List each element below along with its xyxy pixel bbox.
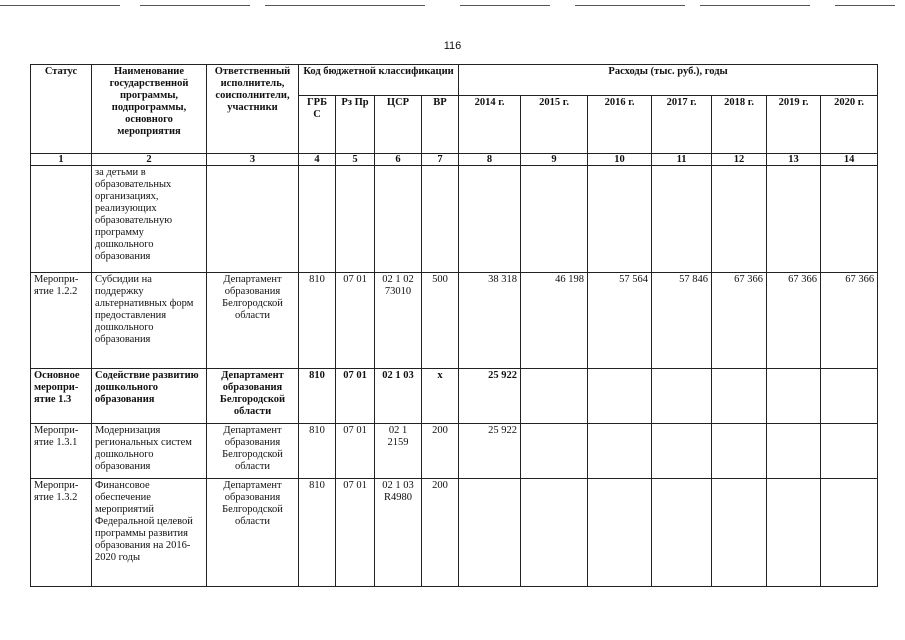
row-value [767,166,821,273]
row-vr: х [422,369,459,424]
column-number: 10 [588,154,652,166]
header-csr: ЦСР [375,96,422,154]
header-year: 2018 г. [712,96,767,154]
row-value [521,166,588,273]
row-value [521,424,588,479]
column-numbers-row [31,154,878,166]
row-status [31,166,92,273]
row-value [767,424,821,479]
row-grbs: 810 [299,479,336,587]
row-name: за детьми в образовательных организациях, реализующих образовательную программу дошкольного образования [92,166,207,273]
row-value [821,369,878,424]
row-status: Основное меропри-ятие 1.3 [31,369,92,424]
row-executor: Департамент образования Белгородской области [207,273,299,369]
row-grbs: 810 [299,273,336,369]
row-name: Модернизация региональных систем дошкольного образования [92,424,207,479]
header-name: Наименование государственной программы, подпрограммы, основного мероприятия [92,65,207,154]
row-name: Содействие развитию дошкольного образования [92,369,207,424]
row-executor: Департамент образования Белгородской области [207,369,299,424]
row-status: Меропри-ятие 1.3.1 [31,424,92,479]
row-value: 25 922 [459,424,521,479]
column-number: 8 [459,154,521,166]
header-rzpr: Рз Пр [336,96,375,154]
row-vr: 200 [422,479,459,587]
row-csr: 02 1 2159 [375,424,422,479]
row-executor: Департамент образования Белгородской области [207,479,299,587]
header-vr: ВР [422,96,459,154]
row-value [652,479,712,587]
row-value [821,424,878,479]
row-rzpr: 07 01 [336,479,375,587]
row-value [767,479,821,587]
row-rzpr: 07 01 [336,273,375,369]
header-year: 2020 г. [821,96,878,154]
row-value: 25 922 [459,369,521,424]
row-value [652,369,712,424]
column-number: 1 [31,154,92,166]
row-value [588,369,652,424]
table-row [31,273,878,369]
column-number: 7 [422,154,459,166]
column-number: 2 [92,154,207,166]
column-number: 11 [652,154,712,166]
row-value: 57 846 [652,273,712,369]
row-value [821,166,878,273]
row-value [712,166,767,273]
header-status: Статус [31,65,92,154]
column-number: 5 [336,154,375,166]
row-value: 57 564 [588,273,652,369]
row-value [459,166,521,273]
row-value [459,479,521,587]
header-year: 2017 г. [652,96,712,154]
row-value: 46 198 [521,273,588,369]
row-rzpr: 07 01 [336,369,375,424]
row-executor: Департамент образования Белгородской области [207,424,299,479]
row-value [588,479,652,587]
header-year: 2019 г. [767,96,821,154]
row-status: Меропри-ятие 1.3.2 [31,479,92,587]
expenses-table [30,64,878,587]
row-value [712,369,767,424]
column-number: 9 [521,154,588,166]
row-value [521,369,588,424]
row-value [712,479,767,587]
row-value [712,424,767,479]
row-vr [422,166,459,273]
row-value [652,424,712,479]
column-number: 12 [712,154,767,166]
column-number: 13 [767,154,821,166]
header-executor: Ответственный исполнитель, соисполнители, участники [207,65,299,154]
header-year: 2016 г. [588,96,652,154]
row-status: Меропри-ятие 1.2.2 [31,273,92,369]
header-expenses: Расходы (тыс. руб.), годы [459,65,878,96]
table-row [31,479,878,587]
row-vr: 500 [422,273,459,369]
row-value [767,369,821,424]
column-number: 3 [207,154,299,166]
scan-top-edge [0,5,905,7]
row-value [521,479,588,587]
row-grbs [299,166,336,273]
column-number: 6 [375,154,422,166]
row-rzpr [336,166,375,273]
row-value: 67 366 [821,273,878,369]
row-name: Субсидии на поддержку альтернативных форм предоставления дошкольного образования [92,273,207,369]
page-number: 116 [443,40,462,52]
row-value [821,479,878,587]
row-value: 67 366 [712,273,767,369]
row-name: Финансовое обеспечение мероприятий Федеральной целевой программы развития образования на 2016-2020 годы [92,479,207,587]
header-year: 2015 г. [521,96,588,154]
table-row [31,166,878,273]
row-value [588,424,652,479]
row-vr: 200 [422,424,459,479]
header-budget-code: Код бюджетной классификации [299,65,459,96]
row-value [588,166,652,273]
row-csr: 02 1 03 [375,369,422,424]
row-grbs: 810 [299,424,336,479]
header-grbs: ГРБ С [299,96,336,154]
row-grbs: 810 [299,369,336,424]
header-year: 2014 г. [459,96,521,154]
column-number: 14 [821,154,878,166]
row-value: 67 366 [767,273,821,369]
row-value: 38 318 [459,273,521,369]
table-row [31,369,878,424]
table-row [31,424,878,479]
row-value [652,166,712,273]
row-executor [207,166,299,273]
row-rzpr: 07 01 [336,424,375,479]
row-csr: 02 1 03 R4980 [375,479,422,587]
column-number: 4 [299,154,336,166]
header-row-1 [31,65,878,96]
row-csr: 02 1 02 73010 [375,273,422,369]
row-csr [375,166,422,273]
